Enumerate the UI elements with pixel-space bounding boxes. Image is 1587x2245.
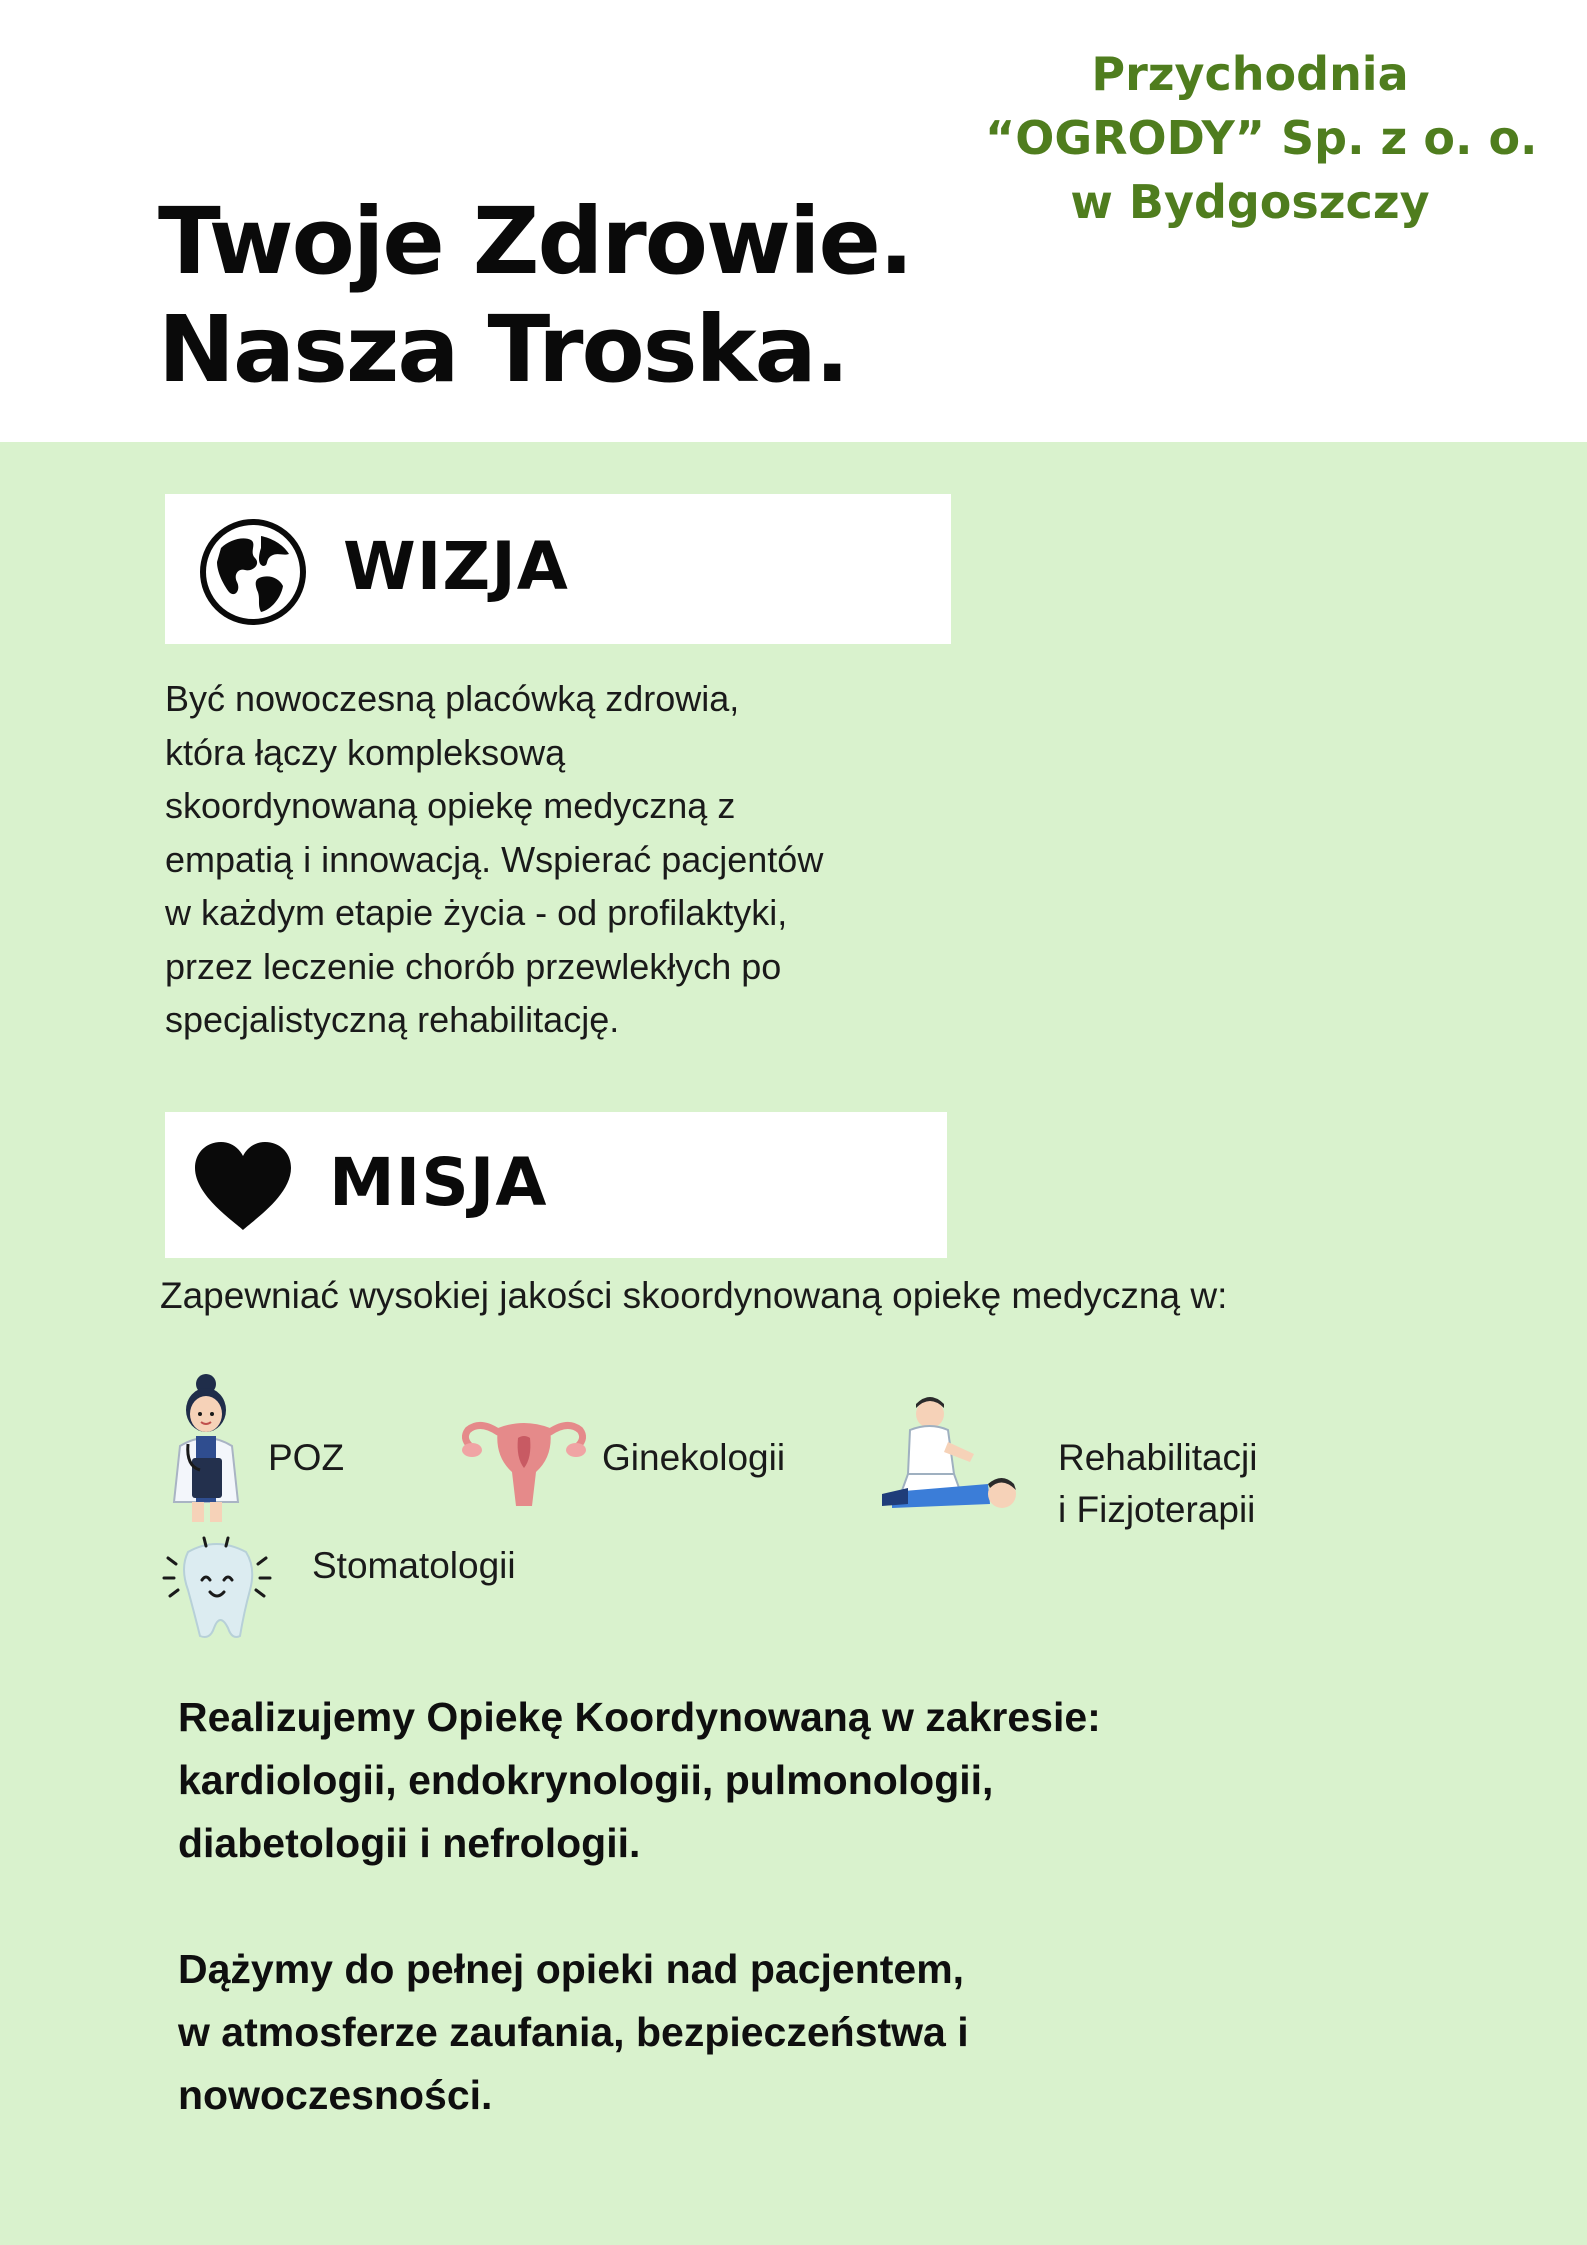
vision-line: skoordynowaną opiekę medyczną z [165, 785, 736, 826]
mission-title: MISJA [329, 1144, 548, 1221]
coordinated-care-text [178, 1686, 1478, 1875]
vision-line: empatią i innowacją. Wspierać pacjentów [165, 838, 824, 880]
closing-text [178, 1938, 1478, 2127]
coordinated-line: diabetologii i nefrologii. [178, 1820, 641, 1866]
service-dent: Stomatologii [312, 1545, 516, 1586]
headline-line: Twoje Zdrowie. [158, 188, 912, 295]
vision-title: WIZJA [343, 528, 569, 605]
service-gyn: Ginekologii [602, 1437, 786, 1478]
closing-line: Dążymy do pełnej opieki nad pacjentem, [178, 1946, 965, 1992]
coordinated-line: kardiologii, endokrynologii, pulmonologii, [178, 1757, 994, 1803]
doctor-icon [166, 1370, 256, 1526]
service-rehab [1058, 1432, 1258, 1536]
tooth-icon [158, 1528, 276, 1644]
rehab-line: i Fizjoterapii [1058, 1489, 1256, 1530]
uterus-icon [458, 1408, 590, 1512]
header [0, 0, 1587, 442]
headline-line: Nasza Troska. [158, 296, 848, 403]
vision-line: Być nowoczesną placówką zdrowia, [165, 678, 740, 719]
mission-header-box [165, 1112, 947, 1258]
organization-name [985, 42, 1538, 234]
org-line: w Bydgoszczy [1070, 175, 1430, 229]
org-line: Przychodnia [1091, 47, 1409, 101]
globe-icon [199, 518, 307, 626]
page-title [158, 188, 912, 404]
vision-line: specjalistyczną rehabilitację. [165, 999, 620, 1040]
rehab-line: Rehabilitacji [1058, 1437, 1258, 1478]
vision-text [165, 672, 965, 1047]
service-poz: POZ [268, 1437, 345, 1478]
heart-icon [191, 1140, 295, 1232]
vision-line: przez leczenie chorób przewlekłych po [165, 945, 782, 987]
physiotherapy-icon [878, 1392, 1024, 1526]
vision-line: która łączy kompleksową [165, 731, 566, 773]
closing-line: w atmosferze zaufania, bezpieczeństwa i [178, 2009, 969, 2055]
vision-line: w każdym etapie życia - od profilaktyki, [165, 892, 788, 933]
coordinated-line: Realizujemy Opiekę Koordynowaną w zakresie: [178, 1694, 1101, 1740]
org-line: “OGRODY” Sp. z o. o. [985, 111, 1538, 165]
closing-line: nowoczesności. [178, 2072, 493, 2118]
mission-intro: Zapewniać wysokiej jakości skoordynowaną opiekę medyczną w: [160, 1275, 1228, 1316]
vision-header-box [165, 494, 951, 644]
